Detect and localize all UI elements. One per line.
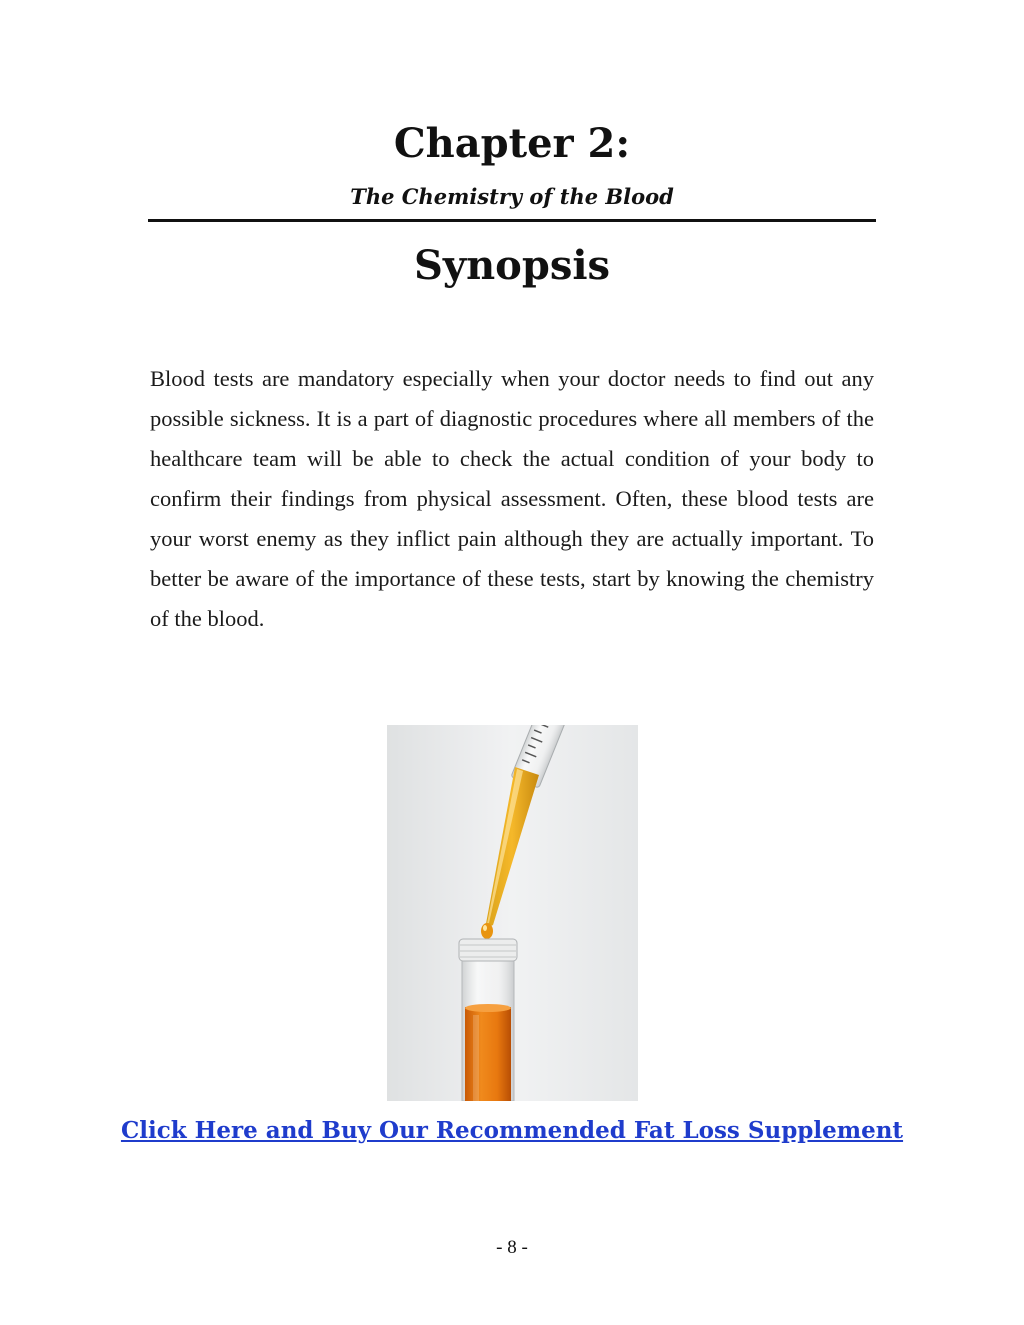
buy-supplement-link[interactable]: Click Here and Buy Our Recommended Fat Loss Supplement (120, 1117, 904, 1144)
section-title: Synopsis (413, 242, 611, 289)
pipette-test-tube-image (387, 725, 638, 1101)
title-divider (148, 219, 876, 222)
pipette-test-tube-icon (387, 725, 638, 1101)
chapter-subtitle: The Chemistry of the Blood (350, 184, 674, 209)
chapter-title: Chapter 2: (393, 120, 631, 167)
synopsis-paragraph: Blood tests are mandatory especially when your doctor needs to find out any possible sickness. It is a part of diagnostic procedures where all members of the healthcare team will be able to check the actual condition of your body to confirm their findings from physical assessment. Often, these blood tests are your worst enemy as they inflict pain although they are actually important. To better be aware of the importance of these tests, start by knowing the chemistry of the blood. (150, 366, 874, 631)
page-number: - 8 - (496, 1237, 528, 1258)
